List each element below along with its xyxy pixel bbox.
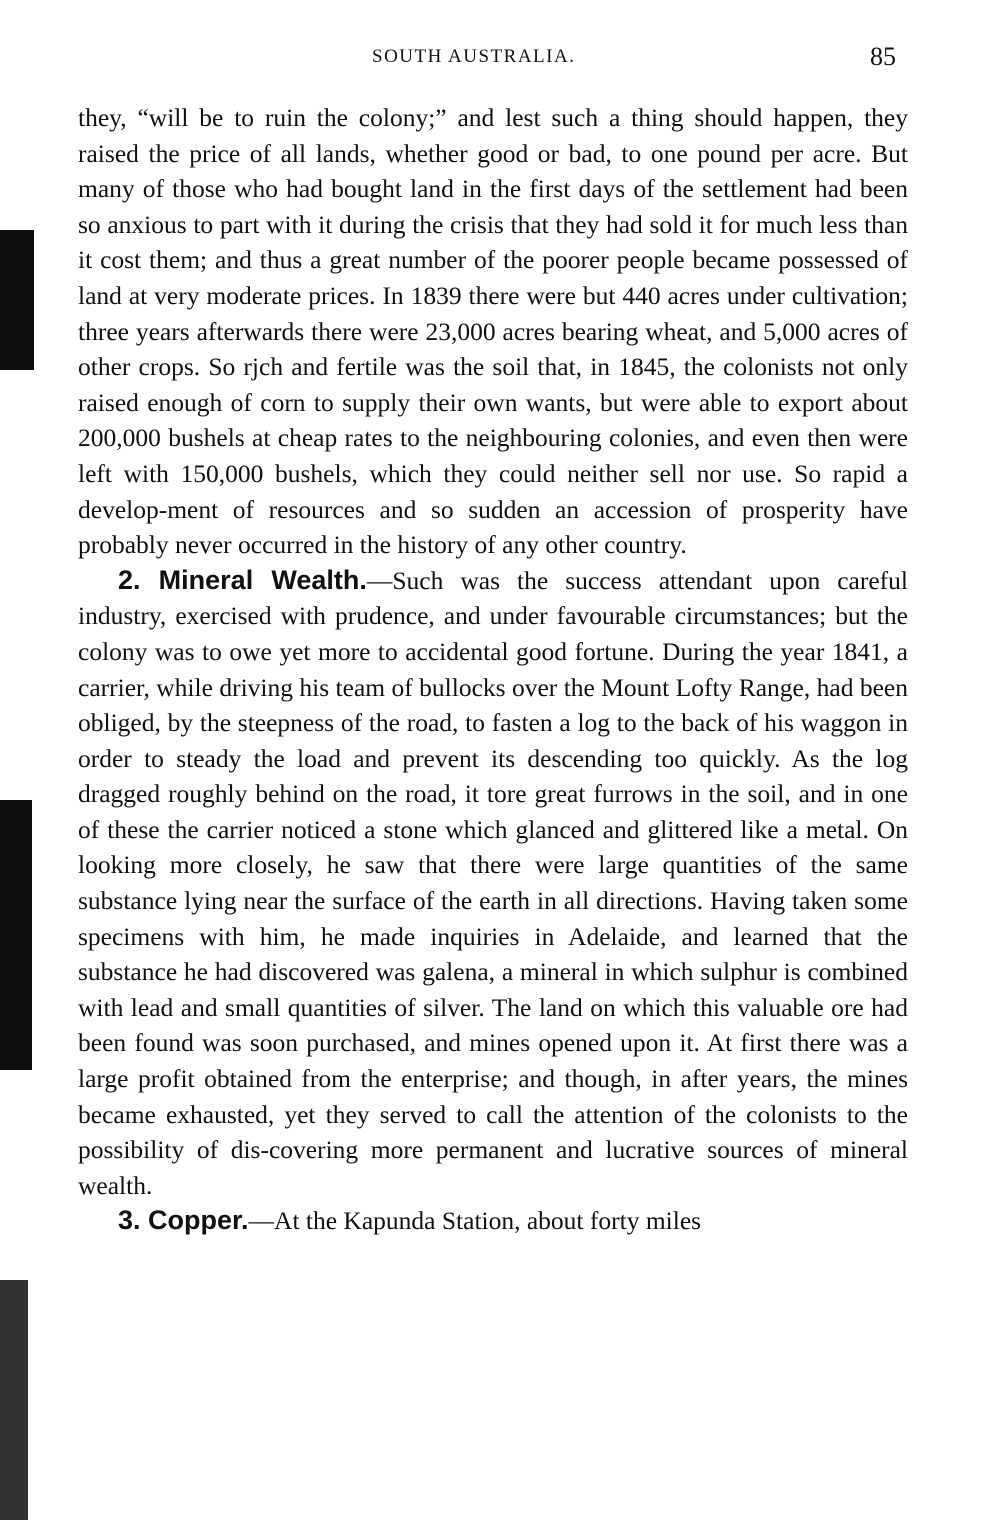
paragraph-text: they, “will be to ruin the colony;” and lest such a thing should happen, they raised the price of all lands, whether good or bad, to one pound per acre. But many of those who had bought land in the first days of the settlement had been so anxious to part with it during the crisis that they had sold it for much less than it cost them; and thus a great number of the poorer people became possessed of land at very moderate prices. In 1839 there were but 440 acres under cultivation; three years afterwards there were 23,000 acres bearing wheat, and 5,000 acres of other crops. So rjch and fertile was the soil that, in 1845, the colonists not only raised enough of corn to supply their own wants, but were able to export about 200,000 bushels at cheap rates to the neighbouring colonies, and even then were left with 150,000 bushels, which they could neither sell nor use. So rapid a develop-ment of resources and so sudden an accession of prosperity have probably never occurred in the history of any other country. [78, 103, 908, 560]
scan-edge-mark [0, 230, 34, 370]
paragraph-copper [78, 1203, 908, 1239]
paragraph-text: —At the Kapunda Station, about forty miles [248, 1206, 702, 1236]
page-number: 85 [870, 42, 896, 71]
running-header [0, 42, 1000, 82]
running-title: SOUTH AUSTRALIA. [372, 46, 576, 67]
scan-edge-mark [0, 1280, 28, 1520]
scan-edge-mark [0, 800, 32, 1070]
section-heading: 3. Copper. [118, 1205, 249, 1236]
paragraph-mineral-wealth [78, 563, 908, 1204]
paragraph-text: —Such was the success attendant upon careful industry, exercised with prudence, and under favourable circumstances; but the colony was to owe yet more to accidental good fortune. During the year 1841, a carrier, while driving his team of bullocks over the Mount Lofty Range, had been obliged, by the steepness of the road, to fasten a log to the back of his waggon in order to steady the load and prevent its descending too quickly. As the log dragged roughly behind on the road, it tore great furrows in the soil, and in one of these the carrier noticed a stone which glanced and glittered like a metal. On looking more closely, he saw that there were large quantities of the same substance lying near the surface of the earth in all directions. Having taken some specimens with him, he made inquiries in Adelaide, and learned that the substance he had discovered was galena, a mineral in which sulphur is combined with lead and small quantities of silver. The land on which this valuable ore had been found was soon purchased, and mines opened upon it. At first there was a large profit obtained from the enterprise; and though, in after years, the mines became exhausted, yet they served to call the attention of the colonists to the possibility of dis-covering more permanent and lucrative sources of mineral wealth. [78, 565, 908, 1200]
section-heading: 2. Mineral Wealth. [118, 564, 367, 595]
body-text [78, 100, 908, 1239]
paragraph-land-prices [78, 100, 908, 563]
